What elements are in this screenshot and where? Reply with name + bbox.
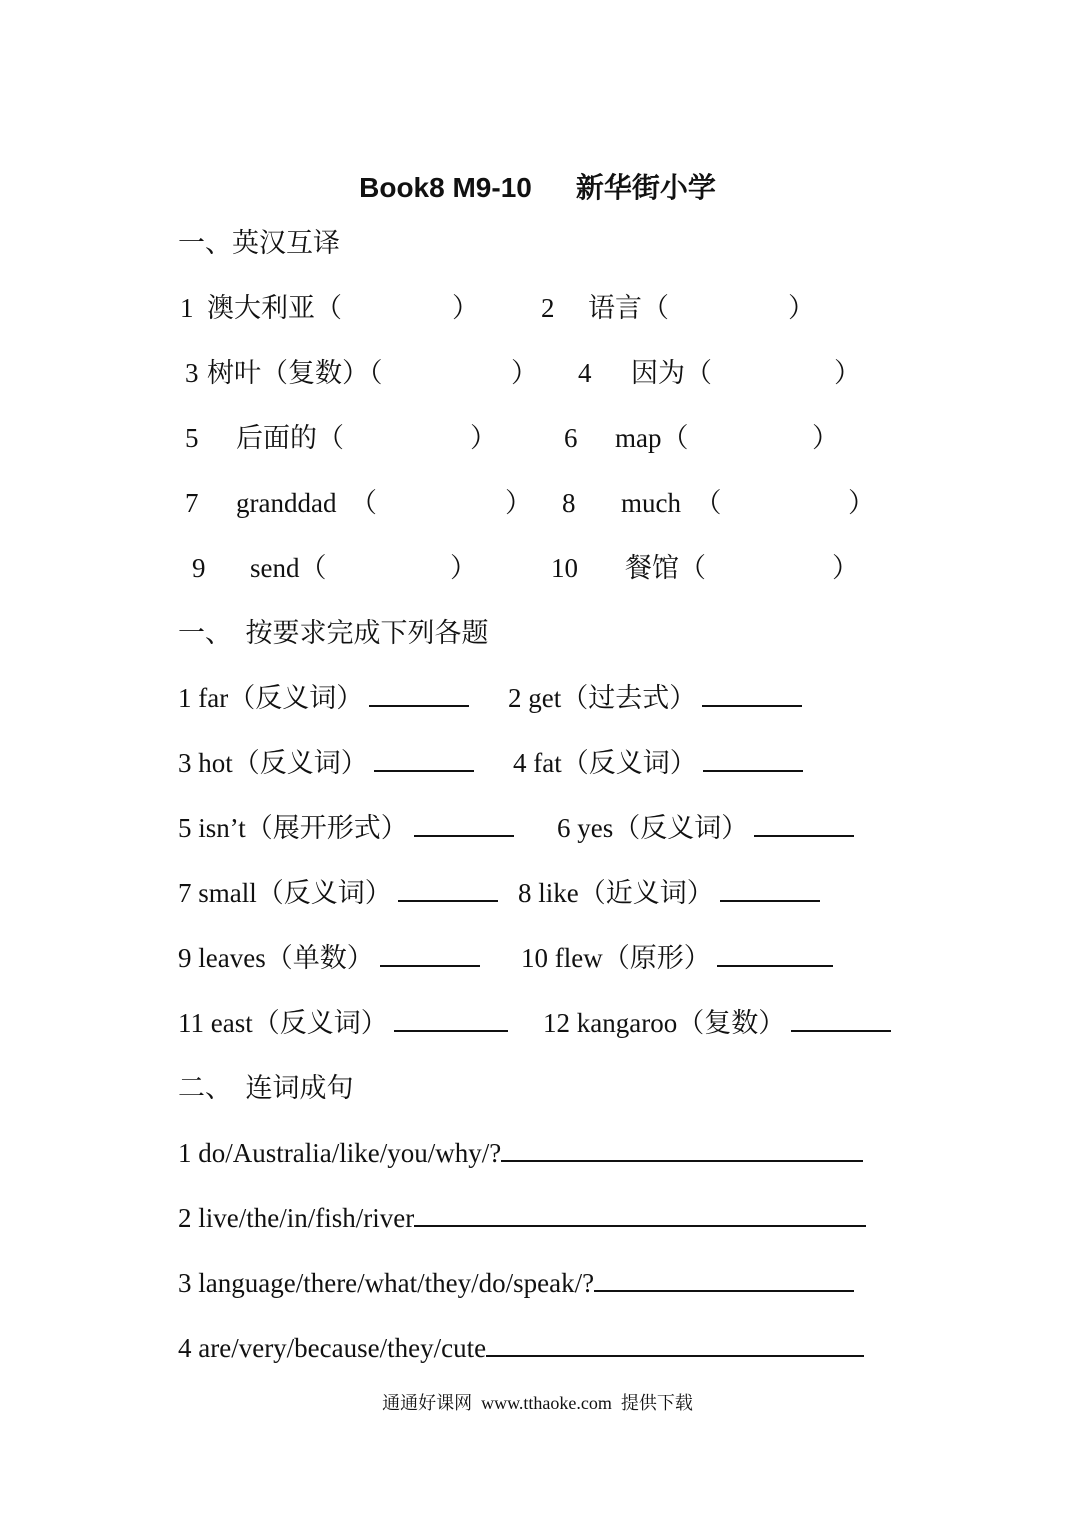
answer-blank[interactable] — [414, 813, 514, 837]
form-item: 12 kangaroo（复数） — [543, 1007, 891, 1039]
answer-blank[interactable] — [720, 878, 820, 902]
translate-num: 7 — [185, 488, 199, 518]
translate-num: 9 — [192, 553, 206, 583]
translate-item: 因为（ — [631, 358, 712, 388]
translate-item: send（ — [250, 553, 327, 583]
answer-blank[interactable] — [394, 1008, 508, 1032]
answer-blank[interactable] — [702, 683, 802, 707]
translate-item: 餐馆（ — [625, 553, 706, 583]
answer-blank[interactable] — [398, 878, 498, 902]
translate-close: ） — [470, 423, 497, 453]
title-book: Book8 M9-10 — [359, 172, 532, 203]
answer-blank[interactable] — [414, 1203, 866, 1227]
form-item: 11 east（反义词） — [178, 1007, 508, 1039]
answer-blank[interactable] — [369, 683, 469, 707]
translate-close: ） — [834, 358, 861, 388]
translate-item: granddad （ — [236, 488, 377, 518]
translate-close: ） — [452, 293, 479, 323]
form-item: 10 flew（原形） — [521, 942, 833, 974]
translate-num: 5 — [185, 423, 199, 453]
answer-blank[interactable] — [486, 1333, 864, 1357]
translate-item: 语言（ — [588, 293, 669, 323]
translate-item: 后面的（ — [236, 423, 344, 453]
form-item: 5 isn’t（展开形式） — [178, 812, 514, 844]
sentence-item: 2 live/the/in/fish/river — [178, 1202, 866, 1234]
title-school: 新华街小学 — [575, 172, 716, 203]
answer-blank[interactable] — [754, 813, 854, 837]
form-item: 4 fat（反义词） — [513, 747, 803, 779]
translate-item: much （ — [621, 488, 722, 518]
sentence-item: 1 do/Australia/like/you/why/? — [178, 1137, 863, 1169]
answer-blank[interactable] — [703, 748, 803, 772]
form-item: 1 far（反义词） — [178, 682, 469, 714]
translate-num: 2 — [541, 293, 555, 323]
translate-num: 3 — [185, 358, 199, 388]
section-heading-sentences: 二、 连词成句 — [178, 1073, 354, 1103]
form-item: 2 get（过去式） — [508, 682, 802, 714]
translate-close: ） — [812, 423, 839, 453]
form-item: 6 yes（反义词） — [557, 812, 854, 844]
answer-blank[interactable] — [594, 1268, 854, 1292]
translate-item: 树叶（复数）（ — [207, 358, 383, 388]
form-item: 3 hot（反义词） — [178, 747, 474, 779]
translate-item: 澳大利亚（ — [207, 293, 342, 323]
answer-blank[interactable] — [380, 943, 480, 967]
footer-note: 通通好课网 www.tthaoke.com 提供下载 — [382, 1393, 693, 1413]
sentence-item: 4 are/very/because/they/cute — [178, 1332, 864, 1364]
answer-blank[interactable] — [791, 1008, 891, 1032]
translate-num: 4 — [578, 358, 592, 388]
translate-item: map（ — [615, 423, 689, 453]
answer-blank[interactable] — [501, 1138, 863, 1162]
answer-blank[interactable] — [374, 748, 474, 772]
form-item: 8 like（近义词） — [518, 877, 820, 909]
translate-close: ） — [450, 553, 477, 583]
sentence-item: 3 language/there/what/they/do/speak/? — [178, 1267, 854, 1299]
translate-num: 6 — [564, 423, 578, 453]
translate-num: 1 — [180, 293, 194, 323]
translate-num: 8 — [562, 488, 576, 518]
section-heading-forms: 一、 按要求完成下列各题 — [178, 618, 489, 648]
form-item: 9 leaves（单数） — [178, 942, 480, 974]
translate-num: 10 — [551, 553, 578, 583]
answer-blank[interactable] — [717, 943, 833, 967]
translate-close: ） — [788, 293, 815, 323]
translate-close: ） — [848, 488, 875, 518]
section-heading-translate: 一、英汉互译 — [178, 228, 340, 258]
translate-close: ） — [511, 358, 538, 388]
translate-close: ） — [832, 553, 859, 583]
form-item: 7 small（反义词） — [178, 877, 498, 909]
page-title — [0, 170, 1075, 206]
translate-close: ） — [505, 488, 532, 518]
